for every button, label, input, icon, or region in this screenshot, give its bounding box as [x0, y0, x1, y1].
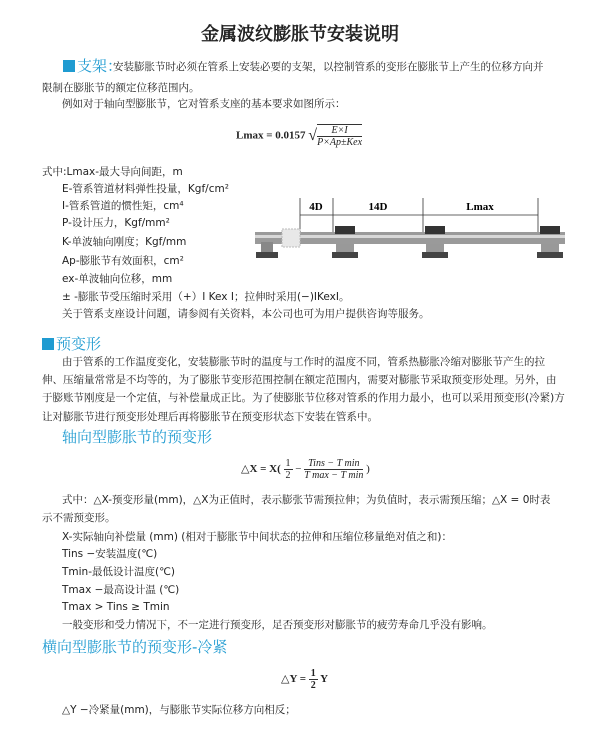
axial-formula — [241, 458, 370, 481]
dim-4d: 4D — [309, 201, 323, 213]
lateral-line: △Y −冷紧量(mm)，与膨胀节实际位移方向相反； — [62, 704, 296, 716]
lateral-formula — [281, 668, 328, 691]
axial-line-1: 式中：△X-预变形量(mm)，△X为正值时，表示膨张节需预拉伸；为负值时，表示需预压缩；△X = 0时表 — [62, 494, 551, 506]
predeform-para-4: 让对膨胀节进行预变形处理后再将膨胀节在预变形状态下安装在管系中。 — [42, 411, 378, 423]
minus-sign: − — [295, 463, 302, 476]
support-example: 例如对于轴向型膨胀节，它对管系支座的基本要求如图所示： — [62, 98, 346, 110]
sqrt-icon: √ — [308, 127, 318, 144]
lmax-formula-lhs: Lmax = 0.0157 — [236, 129, 306, 142]
temp-frac-num: Tins − T min — [304, 458, 363, 470]
def-e: E-管系管道材料弹性投量，Kgf/cm² — [62, 183, 229, 195]
def-ap: Ap-膨胀节有效面积，cm² — [62, 255, 184, 267]
predeform-para-2: 伸、压缩量常常是不均等的，为了膨胀节变形范围控制在额定范围内，需要对膨胀节采取预变形处理。另外，由 — [42, 374, 557, 386]
lmax-num: E×I — [317, 125, 362, 137]
bullet-square-icon — [42, 338, 54, 350]
def-p: P-设计压力，Kgf/mm² — [62, 217, 170, 229]
support-note: 关于管系支座设计问题，请参阅有关资料，本公司也可为用户提供咨询等服务。 — [62, 308, 430, 320]
support-base — [256, 252, 278, 258]
axial-line-6: Tmax −最高设计温 (℃) — [62, 584, 180, 596]
half-num: 1 — [310, 668, 316, 679]
axial-line-4: Tins −安装温度(℃) — [62, 548, 158, 560]
axial-heading: 轴向型膨胀节的预变形 — [62, 428, 213, 446]
half-den: 2 — [285, 470, 291, 481]
half-num: 1 — [285, 458, 291, 469]
pipe-highlight — [255, 235, 565, 238]
axial-line-7: Tmax > Tins ≥ Tmin — [62, 601, 170, 613]
lateral-formula-lhs: △Y = — [281, 673, 307, 686]
predeform-heading — [42, 335, 101, 353]
predeform-para-1: 由于管系的工作温度变化，安装膨胀节时的温度与工作时的温度不同，管系热膨胀冷缩对膨胀节产生的拉 — [62, 356, 545, 368]
predeform-para-3: 于膨账节刚度是一个定值，与补偿量成正比。为了使膨胀节位移对管系的作用力最小，也可以采用预变形(冷紧)方 — [42, 392, 565, 404]
half-den: 2 — [310, 680, 316, 691]
axial-line-5: Tmin-最低设计温度(℃) — [62, 566, 175, 578]
dim-lmax: Lmax — [466, 201, 494, 213]
lateral-formula-rhs: Y — [320, 673, 329, 686]
axial-formula-lhs: △X = X( — [241, 463, 281, 476]
def-ex: ex-单波轴向位移，mm — [62, 273, 173, 285]
support-intro-2: 限制在膨胀节的额定位移范围内。 — [42, 82, 200, 94]
temp-frac-den: T max − T min — [304, 470, 364, 481]
bellows — [282, 229, 300, 247]
lateral-heading: 横向型膨胀节的预变形-冷紧 — [42, 638, 228, 656]
close-paren: ) — [366, 463, 370, 476]
dim-14d: 14D — [368, 201, 388, 213]
def-k: K-单波轴向刚度；Kgf/mm — [62, 236, 187, 248]
page-title: 金属波纹膨胀节安装说明 — [201, 24, 399, 45]
axial-line-3: X-实际轴向补偿量 (mm) (相对于膨胀节中间状态的拉伸和压缩位移量绝对值之和)： — [62, 531, 452, 543]
lmax-den: P×Ap±Kex — [317, 137, 363, 148]
def-lmax: 式中:Lmax-最大导向间距，m — [42, 166, 183, 178]
support-intro-1: 安装膨胀节时必须在管系上安装必要的支架，以控制管系的变形在膨胀节上产生的位移方向并 — [113, 61, 544, 73]
anchor-block — [261, 242, 273, 252]
def-pm: ± -膨胀节受压缩时采用（+）I Kex I；拉伸时采用(−)IKexI。 — [62, 291, 350, 303]
predeform-heading-text: 预变形 — [56, 335, 102, 353]
support-heading-text: 支架： — [77, 57, 123, 75]
axial-line-2: 示不需预变形。 — [42, 512, 116, 524]
def-i: I-管系管道的惯性矩，cm⁴ — [62, 200, 184, 212]
axial-line-8: 一般变形和受力情况下，不一定进行预变形，足否预变形对膨胀节的疲劳寿命几乎没有影响。 — [62, 619, 493, 631]
